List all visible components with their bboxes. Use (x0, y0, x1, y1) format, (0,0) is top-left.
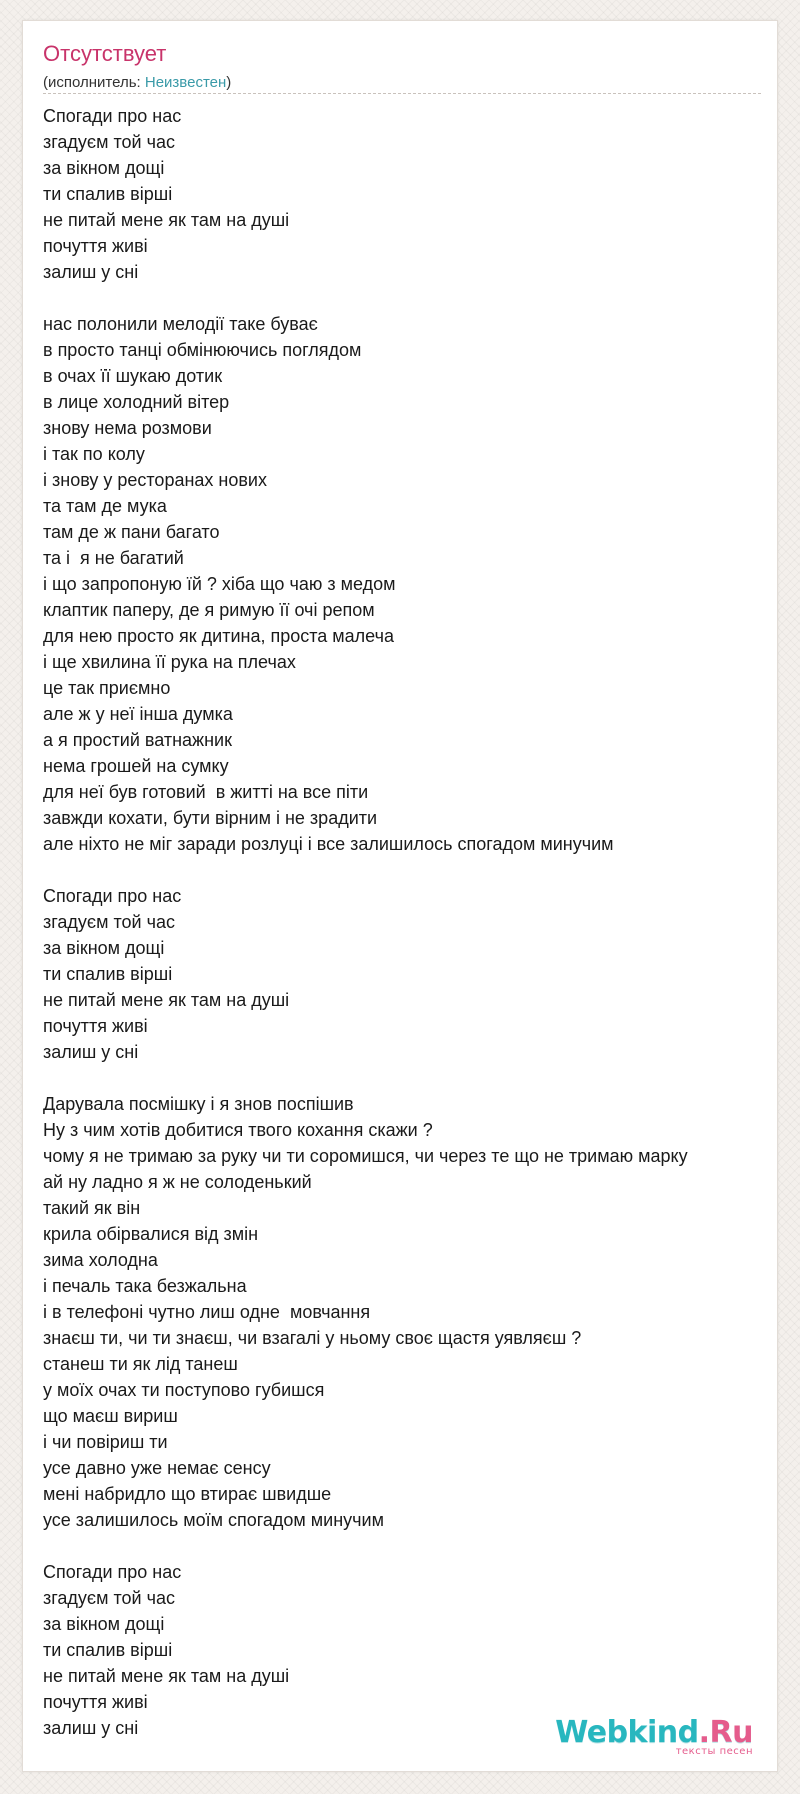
lyric-line: і печаль така безжальна (43, 1276, 247, 1296)
lyric-line: крила обірвалися від змін (43, 1224, 259, 1244)
lyric-line: залиш у сні (43, 262, 139, 282)
lyric-line: що маєш вириш (43, 1406, 178, 1426)
performer-link[interactable]: Неизвестен (144, 74, 227, 91)
lyric-line: залиш у сні (43, 1042, 139, 1062)
lyric-line: ти спалив вірші (43, 184, 173, 204)
lyric-line: ти спалив вірші (43, 964, 173, 984)
lyric-line: Спогади про нас (43, 106, 182, 126)
lyric-line: та там де мука (43, 496, 167, 516)
lyric-line: у моїх очах ти поступово губишся (43, 1380, 325, 1400)
lyric-line: станеш ти як лід танеш (43, 1354, 238, 1374)
lyric-line: і так по колу (43, 444, 145, 464)
stanza-break (43, 1533, 773, 1559)
lyric-line: за вікном дощі (43, 158, 165, 178)
lyric-line: за вікном дощі (43, 938, 165, 958)
lyric-line: ай ну ладно я ж не солоденький (43, 1172, 312, 1192)
lyric-line: мені набридло що втирає швидше (43, 1484, 332, 1504)
logo-domain: .Ru (698, 1715, 753, 1750)
lyric-line: та і я не багатий (43, 548, 184, 568)
lyric-line: там де ж пани багато (43, 522, 220, 542)
lyric-line: клаптик паперу, де я римую її очі репом (43, 600, 375, 620)
stanza-break (43, 857, 773, 883)
lyric-line: але ж у неї інша думка (43, 704, 233, 724)
lyric-line: за вікном дощі (43, 1614, 165, 1634)
lyric-line: почуття живі (43, 236, 148, 256)
title-divider (43, 93, 761, 94)
lyrics-body (43, 103, 773, 1741)
site-logo[interactable] (555, 1715, 753, 1757)
lyric-line: залиш у сні (43, 1718, 139, 1738)
lyric-line: і що запропоную їй ? хіба що чаю з медом (43, 574, 396, 594)
lyric-line: Ну з чим хотів добитися твого кохання скажи ? (43, 1120, 433, 1140)
lyric-line: усе давно уже немає сенсу (43, 1458, 271, 1478)
lyric-line: але ніхто не міг заради розлуці і все залишилось спогадом минучим (43, 834, 614, 854)
lyric-line: чому я не тримаю за руку чи ти соромишся, чи через те що не тримаю марку (43, 1146, 688, 1166)
lyric-line: почуття живі (43, 1692, 148, 1712)
performer-line (43, 75, 231, 90)
lyric-line: Спогади про нас (43, 886, 182, 906)
lyric-line: не питай мене як там на душі (43, 210, 290, 230)
lyric-line: Спогади про нас (43, 1562, 182, 1582)
performer-suffix: ) (226, 74, 232, 91)
lyric-line: і чи повіриш ти (43, 1432, 168, 1452)
lyric-line: знову нема розмови (43, 418, 212, 438)
lyric-line: знаєш ти, чи ти знаєш, чи взагалі у ньому своє щастя уявляєш ? (43, 1328, 582, 1348)
lyric-line: почуття живі (43, 1016, 148, 1036)
lyric-line: нема грошей на сумку (43, 756, 229, 776)
lyric-line: для нею просто як дитина, проста малеча (43, 626, 394, 646)
stanza-break (43, 1065, 773, 1091)
lyric-line: для неї був готовий в житті на все піти (43, 782, 369, 802)
lyric-line: в лице холодний вітер (43, 392, 230, 412)
lyric-line: і ще хвилина її рука на плечах (43, 652, 296, 672)
lyric-line: і знову у ресторанах нових (43, 470, 267, 490)
lyric-line: згадуєм той час (43, 912, 175, 932)
lyric-line: нас полонили мелодії таке буває (43, 314, 318, 334)
performer-prefix: (исполнитель: (43, 74, 145, 91)
song-title: Отсутствует (43, 41, 167, 66)
lyric-line: згадуєм той час (43, 1588, 175, 1608)
lyric-line: а я простий ватнажник (43, 730, 232, 750)
stanza-break (43, 285, 773, 311)
lyric-line: не питай мене як там на душі (43, 990, 290, 1010)
lyric-line: такий як він (43, 1198, 141, 1218)
lyric-line: згадуєм той час (43, 132, 175, 152)
lyric-line: і в телефоні чутно лиш одне мовчання (43, 1302, 371, 1322)
lyric-line: ти спалив вірші (43, 1640, 173, 1660)
lyric-line: усе залишилось моїм спогадом минучим (43, 1510, 384, 1530)
lyric-line: в очах її шукаю дотик (43, 366, 223, 386)
lyric-line: завжди кохати, бути вірним і не зрадити (43, 808, 378, 828)
logo-name: Webkind (555, 1715, 699, 1750)
logo-tagline: тексты песен (675, 1746, 753, 1757)
lyric-line: це так приємно (43, 678, 171, 698)
logo-wordmark (555, 1715, 753, 1750)
lyrics-card (22, 20, 778, 1772)
lyric-line: не питай мене як там на душі (43, 1666, 290, 1686)
lyric-line: в просто танці обмінюючись поглядом (43, 340, 362, 360)
lyric-line: зима холодна (43, 1250, 158, 1270)
lyric-line: Дарувала посмішку і я знов поспішив (43, 1094, 354, 1114)
